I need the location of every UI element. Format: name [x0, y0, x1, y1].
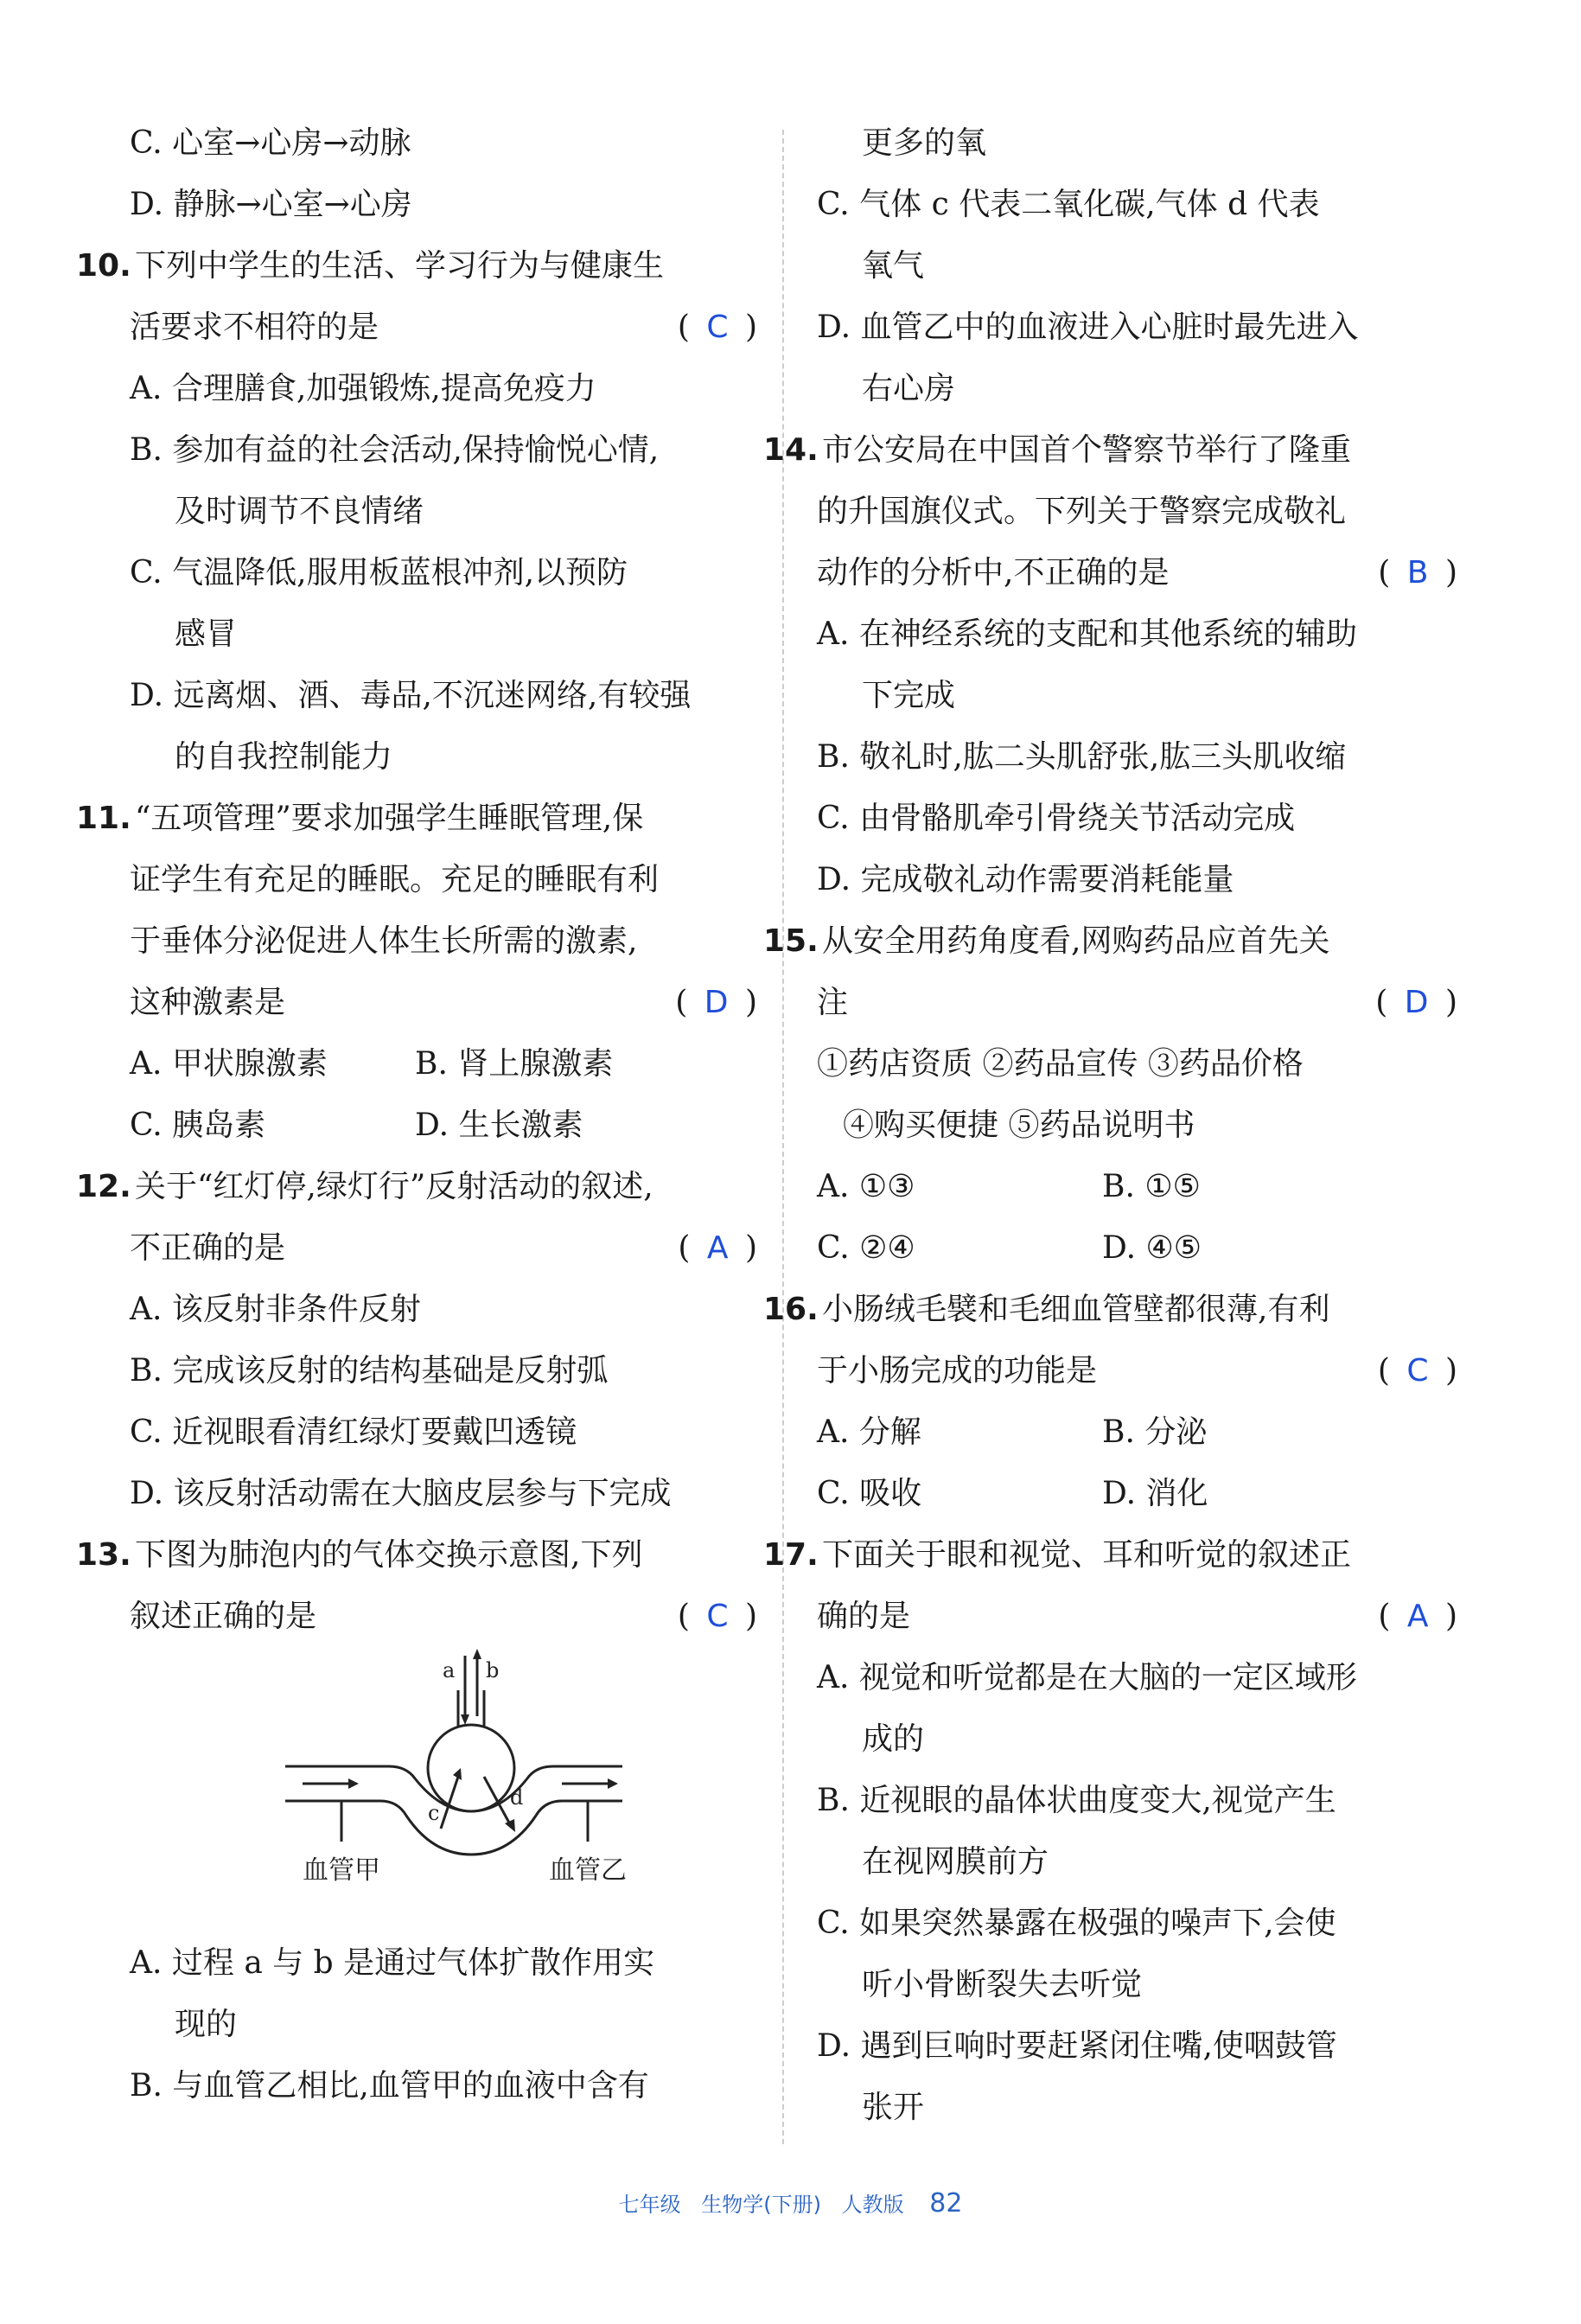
page-footer — [0, 2187, 1581, 2219]
option-d-cont: 张开 — [862, 2090, 925, 2125]
option-b: B. 近视眼的晶体状曲度变大,视觉产生 — [817, 1783, 1336, 1818]
options-row — [130, 1095, 761, 1156]
answer-box: ( A ) — [1378, 1599, 1461, 1634]
question-text: 于垂体分泌促进人体生长所需的激素, — [130, 923, 638, 959]
option-c: C. 吸收 — [817, 1476, 922, 1511]
footer-subject: 生物学(下册) — [701, 2193, 821, 2217]
option-c: C. 气体 c 代表二氧化碳,气体 d 代表 — [817, 187, 1320, 222]
option-a: A. 过程 a 与 b 是通过气体扩散作用实 — [130, 1945, 655, 1981]
option-b-cont: 在视网膜前方 — [862, 1844, 1049, 1880]
option-c: C. ②④ — [817, 1230, 915, 1266]
label-vessel-a: 血管甲 — [303, 1855, 380, 1886]
question-13: 13. 下图为肺泡内的气体交换示意图,下列 — [76, 1537, 643, 1573]
diagram-svg — [130, 1647, 761, 1932]
question-text: 活要求不相符的是 ( C ) — [130, 297, 761, 358]
option-d: D. 血管乙中的血液进入心脏时最先进入 — [817, 310, 1359, 345]
option-b-cont: 及时调节不良情绪 — [175, 494, 424, 529]
option-b: B. 敬礼时,肱二头肌舒张,肱三头肌收缩 — [817, 739, 1347, 775]
option-d: D. 遇到巨响时要赶紧闭住嘴,使咽鼓管 — [817, 2028, 1337, 2064]
question-14: 14. 市公安局在中国首个警察节举行了隆重 — [763, 432, 1352, 468]
label-c: c — [428, 1801, 440, 1825]
answer-box: ( D ) — [675, 985, 761, 1020]
arrowhead-flow-right — [608, 1778, 618, 1789]
question-text: 的升国旗仪式。下列关于警察完成敬礼 — [817, 494, 1347, 529]
option-d-cont: 右心房 — [862, 371, 956, 406]
options-row — [817, 1156, 1461, 1217]
question-text: 确的是 ( A ) — [817, 1586, 1461, 1647]
option-a: A. 该反射非条件反射 — [130, 1292, 421, 1327]
option-a: A. ①③ — [817, 1169, 915, 1204]
arrowhead-a — [461, 1714, 469, 1725]
option-b: B. 参加有益的社会活动,保持愉悦心情, — [130, 432, 660, 468]
question-text: 注 ( D ) — [817, 972, 1461, 1033]
option-a-cont: 现的 — [175, 2007, 238, 2042]
choices-line: ④购买便捷 ⑤药品说明书 — [843, 1108, 1195, 1143]
answer-box: ( B ) — [1378, 555, 1461, 591]
option-a: A. 分解 — [817, 1414, 921, 1450]
page-number: 82 — [929, 2188, 963, 2219]
option-d: D. 远离烟、酒、毒品,不沉迷网络,有较强 — [130, 678, 692, 713]
option-a-cont: 成的 — [862, 1721, 925, 1757]
option-a: A. 在神经系统的支配和其他系统的辅助 — [817, 616, 1357, 652]
option-c-cont: 感冒 — [175, 616, 238, 652]
option-c: C. 如果突然暴露在极强的噪声下,会使 — [817, 1906, 1336, 1941]
option-c: C. 由骨骼肌牵引骨绕关节活动完成 — [817, 801, 1296, 836]
footer-edition: 人教版 — [841, 2193, 904, 2217]
question-text: 于小肠完成的功能是 ( C ) — [817, 1340, 1461, 1401]
question-10: 10. 下列中学生的生活、学习行为与健康生 — [76, 248, 665, 284]
question-text: 叙述正确的是 ( C ) — [130, 1586, 761, 1647]
option-b: B. 肾上腺激素 — [415, 1046, 614, 1082]
question-11: 11. “五项管理”要求加强学生睡眠管理,保 — [76, 801, 644, 836]
option-d: D. ④⑤ — [1102, 1230, 1202, 1266]
arrowhead-b — [473, 1649, 481, 1659]
answer-box: ( A ) — [678, 1230, 761, 1266]
answer-box: ( C ) — [677, 310, 761, 345]
alveolus — [428, 1725, 514, 1811]
right-column — [763, 112, 1461, 2138]
answer-letter: B — [1406, 555, 1432, 591]
choices-line: ①药店资质 ②药品宣传 ③药品价格 — [817, 1046, 1304, 1082]
option-line: C. 心室→心房→动脉 — [130, 125, 411, 161]
question-text: 证学生有充足的睡眠。充足的睡眠有利 — [130, 862, 660, 897]
question-12: 12. 关于“红灯停,绿灯行”反射活动的叙述, — [76, 1169, 653, 1204]
question-16: 16. 小肠绒毛襞和毛细血管壁都很薄,有利 — [763, 1292, 1330, 1327]
option-b: B. 与血管乙相比,血管甲的血液中含有 — [130, 2068, 649, 2104]
alveolus-neck — [458, 1690, 484, 1727]
answer-letter: A — [1406, 1599, 1432, 1634]
answer-letter: D — [704, 985, 732, 1020]
options-row — [817, 1401, 1461, 1463]
options-row — [130, 1033, 761, 1095]
option-c: C. 气温降低,服用板蓝根冲剂,以预防 — [130, 555, 628, 591]
answer-box: ( C ) — [1377, 1353, 1461, 1389]
option-a: A. 视觉和听觉都是在大脑的一定区域形 — [817, 1660, 1357, 1695]
question-15: 15. 从安全用药角度看,网购药品应首先关 — [763, 923, 1330, 959]
alveolus-gas-exchange-diagram — [130, 1647, 761, 1932]
option-b: B. ①⑤ — [1102, 1169, 1201, 1204]
footer-grade: 七年级 — [618, 2193, 681, 2217]
answer-letter: C — [706, 310, 732, 345]
options-row — [817, 1217, 1461, 1279]
label-vessel-b: 血管乙 — [549, 1855, 627, 1886]
option-c-cont: 氧气 — [862, 248, 925, 284]
option-c: C. 近视眼看清红绿灯要戴凹透镜 — [130, 1414, 577, 1450]
answer-letter: C — [706, 1599, 732, 1634]
option-c-cont: 听小骨断裂失去听觉 — [862, 1967, 1143, 2002]
option-b: B. 完成该反射的结构基础是反射弧 — [130, 1353, 609, 1389]
answer-box: ( D ) — [1375, 985, 1461, 1020]
option-a-cont: 下完成 — [862, 678, 956, 713]
question-17: 17. 下面关于眼和视觉、耳和听觉的叙述正 — [763, 1537, 1352, 1573]
option-line: D. 静脉→心室→心房 — [130, 187, 412, 222]
arrowhead-d — [505, 1819, 515, 1832]
options-row — [817, 1463, 1461, 1524]
option-d: D. 该反射活动需在大脑皮层参与下完成 — [130, 1476, 672, 1511]
question-text: 不正确的是 ( A ) — [130, 1217, 761, 1279]
option-d: D. 消化 — [1102, 1476, 1208, 1511]
option-a: A. 甲状腺激素 — [130, 1046, 328, 1082]
option-d-cont: 的自我控制能力 — [175, 739, 393, 775]
option-a: A. 合理膳食,加强锻炼,提高免疫力 — [130, 371, 596, 406]
answer-letter: C — [1406, 1353, 1432, 1389]
option-c: C. 胰岛素 — [130, 1108, 266, 1143]
answer-box: ( C ) — [677, 1599, 761, 1634]
option-d: D. 完成敬礼动作需要消耗能量 — [817, 862, 1234, 897]
question-text: 这种激素是 ( D ) — [130, 972, 761, 1033]
question-text: 动作的分析中,不正确的是 ( B ) — [817, 542, 1461, 603]
answer-letter: D — [1404, 985, 1432, 1020]
left-column — [76, 112, 761, 2116]
option-b: B. 分泌 — [1102, 1414, 1208, 1450]
label-b: b — [486, 1658, 500, 1682]
option-d: D. 生长激素 — [415, 1108, 583, 1143]
option-b-cont: 更多的氧 — [862, 125, 987, 161]
arrowhead-flow-left — [348, 1778, 359, 1789]
label-d: d — [510, 1785, 524, 1810]
answer-letter: A — [706, 1230, 732, 1266]
label-a: a — [443, 1658, 456, 1682]
